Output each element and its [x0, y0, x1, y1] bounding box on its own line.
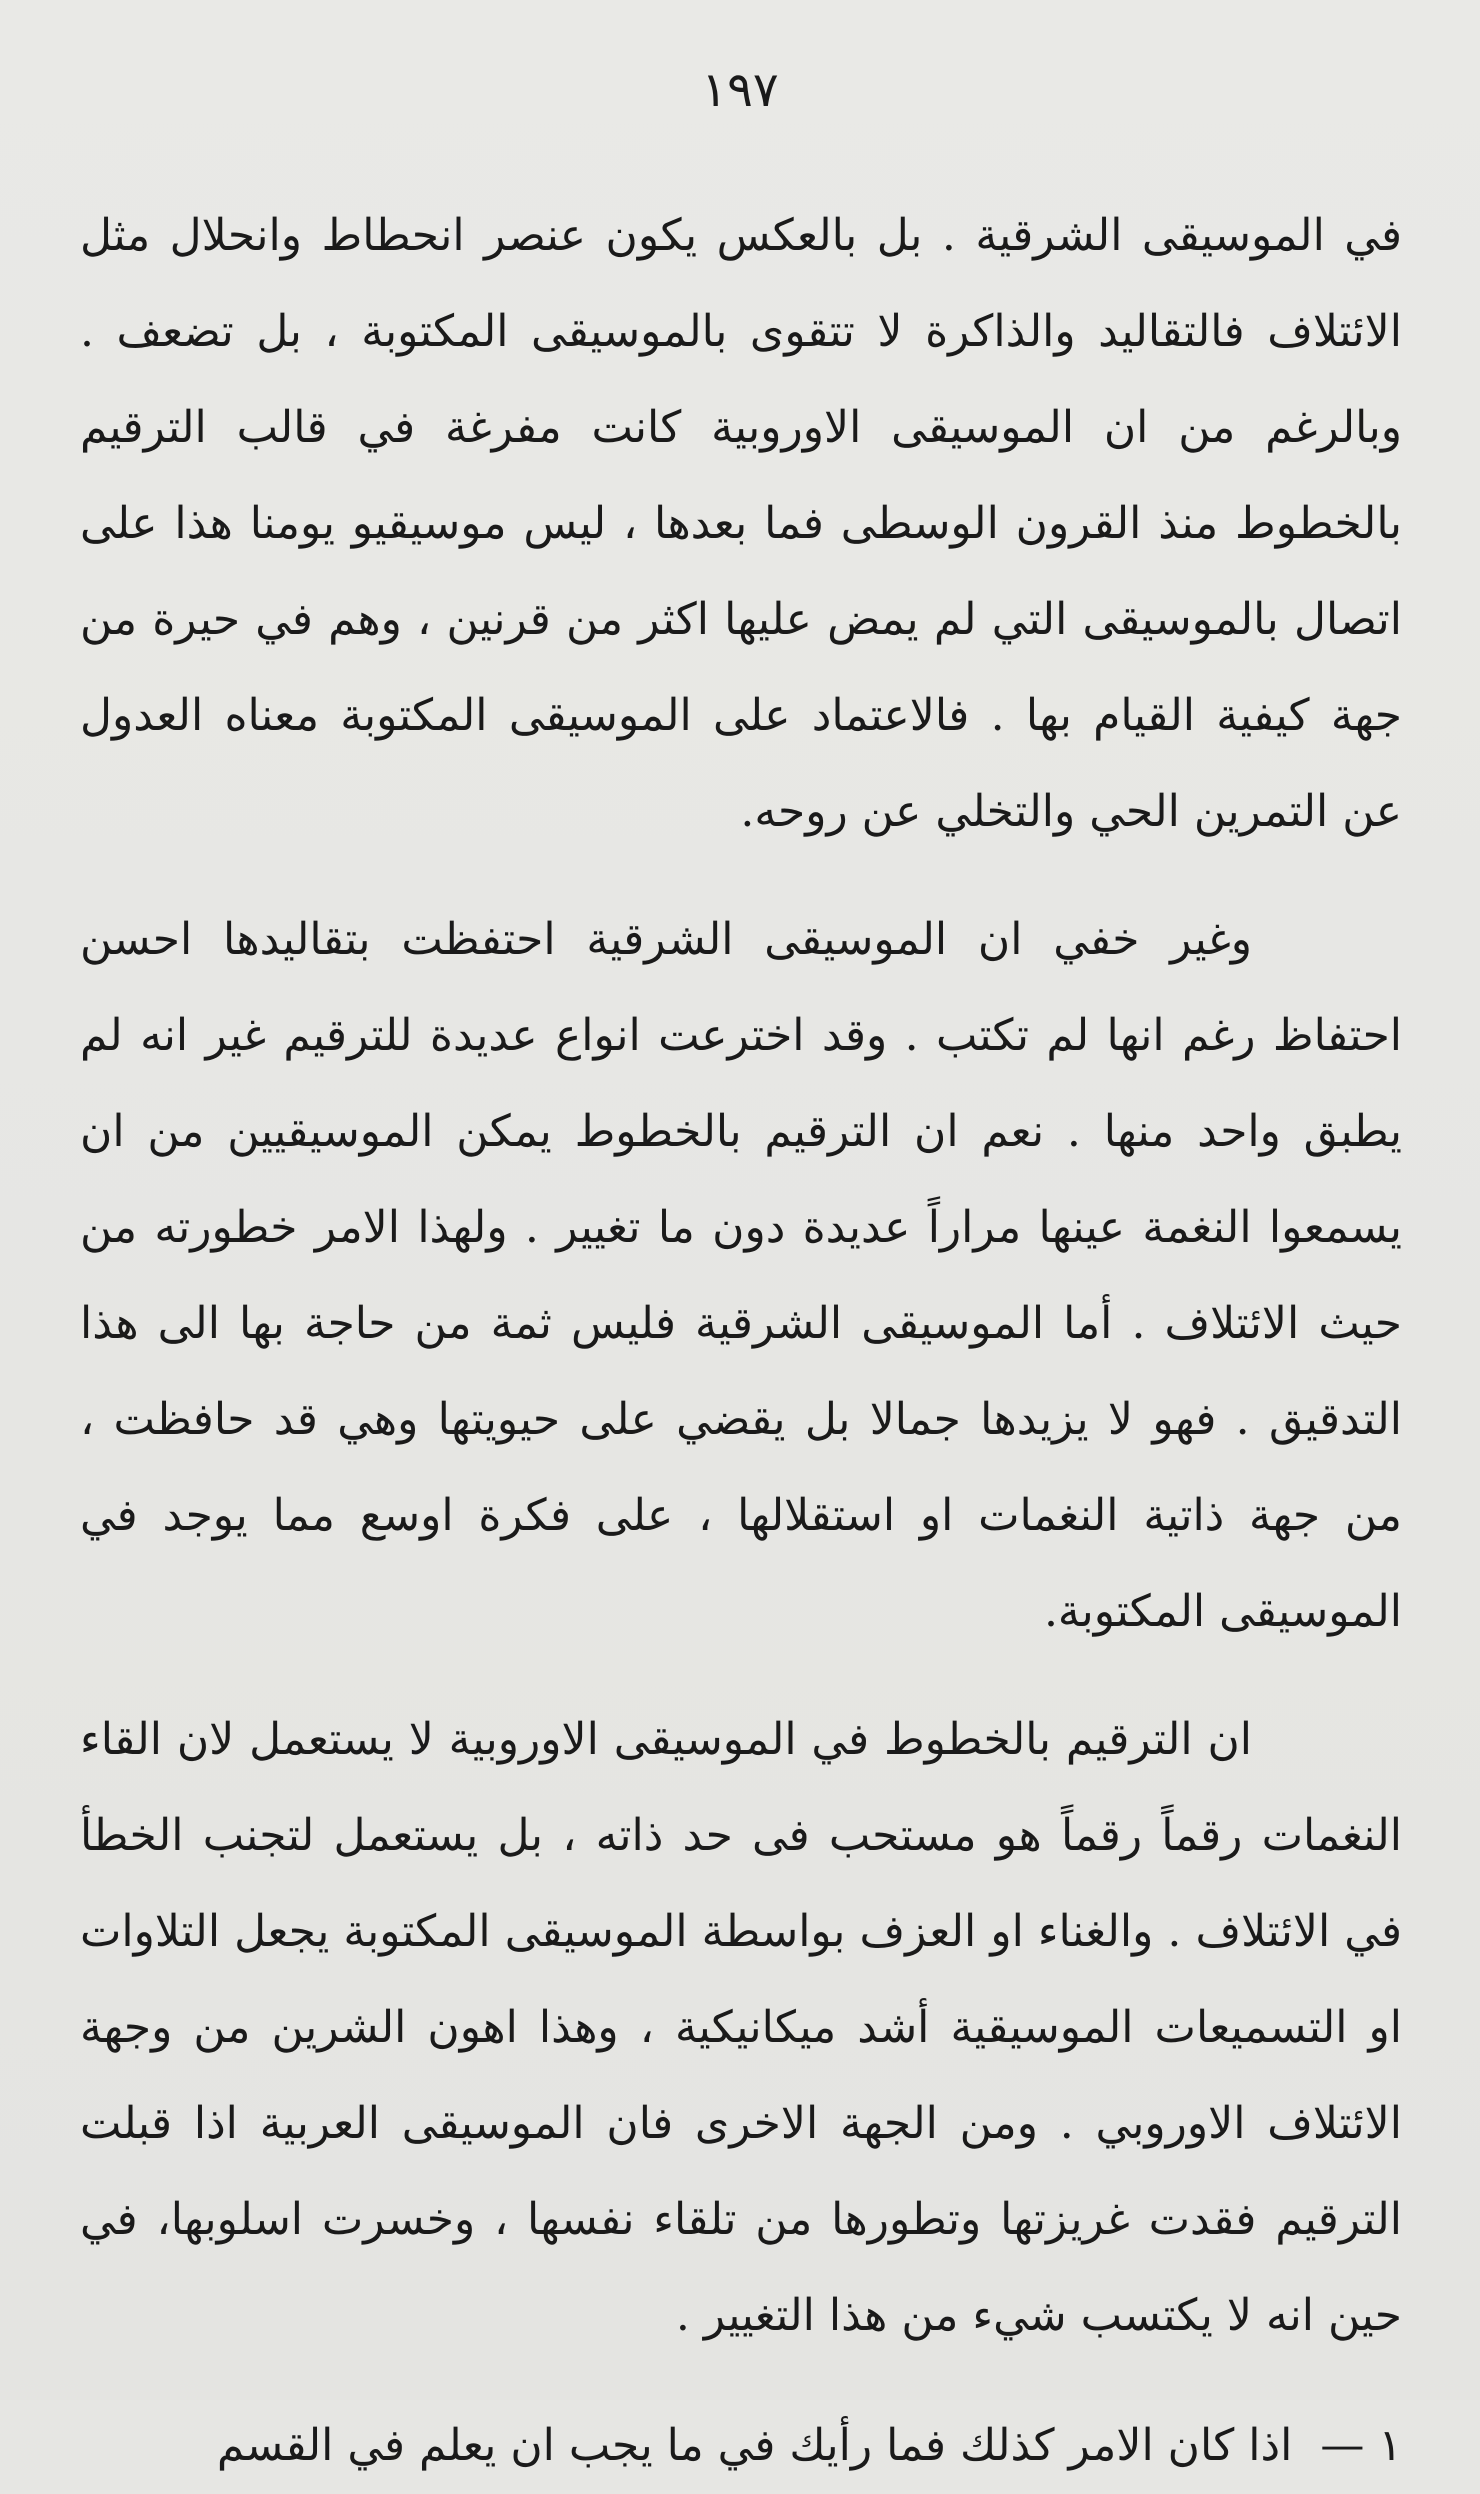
page-number: ١٩٧: [701, 62, 779, 118]
paragraph-2: وغير خفي ان الموسيقى الشرقية احتفظت بتقاليدها احسن احتفاظ رغم انها لم تكتب . وقد اخترعت انواع عديدة للترقيم غير انه لم يطبق واحد منها . نعم ان الترقيم بالخطوط يمكن الموسيقيين من ان يسمعوا النغمة عينها مراراً عديدة دون ما تغيير . ولهذا الامر خطورته من حيث الائتلاف . أما الموسيقى الشرقية فليس ثمة من حاجة بها الى هذا التدقيق . فهو لا يزيدها جمالا بل يقضي على حيويتها وهي قد حافظت ، من جهة ذاتية النغمات او استقلالها ، على فكرة اوسع مما يوجد في الموسيقى المكتوبة.: [80, 914, 1402, 1637]
question-number: ١ —: [1320, 2420, 1402, 2471]
question-1: [80, 2398, 1402, 2494]
paragraph-3: ان الترقيم بالخطوط في الموسيقى الاوروبية لا يستعمل لان القاء النغمات رقماً رقماً هو مستحب فى حد ذاته ، بل يستعمل لتجنب الخطأ في الائتلاف . والغناء او العزف بواسطة الموسيقى المكتوبة يجعل التلاوات او التسميعات الموسيقية أشد ميكانيكية ، وهذا اهون الشرين من وجهة الائتلاف الاوروبي . ومن الجهة الاخرى فان الموسيقى العربية اذا قبلت الترقيم فقدت غريزتها وتطورها من تلقاء نفسها ، وخسرت اسلوبها، في حين انه لا يكتسب شيء من هذا التغيير .: [80, 1714, 1402, 2341]
paragraph-1: في الموسيقى الشرقية . بل بالعكس يكون عنصر انحطاط وانحلال مثل الائتلاف فالتقاليد والذاكرة لا تتقوى بالموسيقى المكتوبة ، بل تضعف . وبالرغم من ان الموسيقى الاوروبية كانت مفرغة في قالب الترقيم بالخطوط منذ القرون الوسطى فما بعدها ، ليس موسيقيو يومنا هذا على اتصال بالموسيقى التي لم يمض عليها اكثر من قرنين ، وهم في حيرة من جهة كيفية القيام بها . فالاعتماد على الموسيقى المكتوبة معناه العدول عن التمرين الحي والتخلي عن روحه.: [80, 210, 1402, 837]
page-body: [80, 188, 1402, 2494]
question-text: اذا كان الامر كذلك فما رأيك في ما يجب ان يعلم في القسم: [216, 2420, 1293, 2471]
